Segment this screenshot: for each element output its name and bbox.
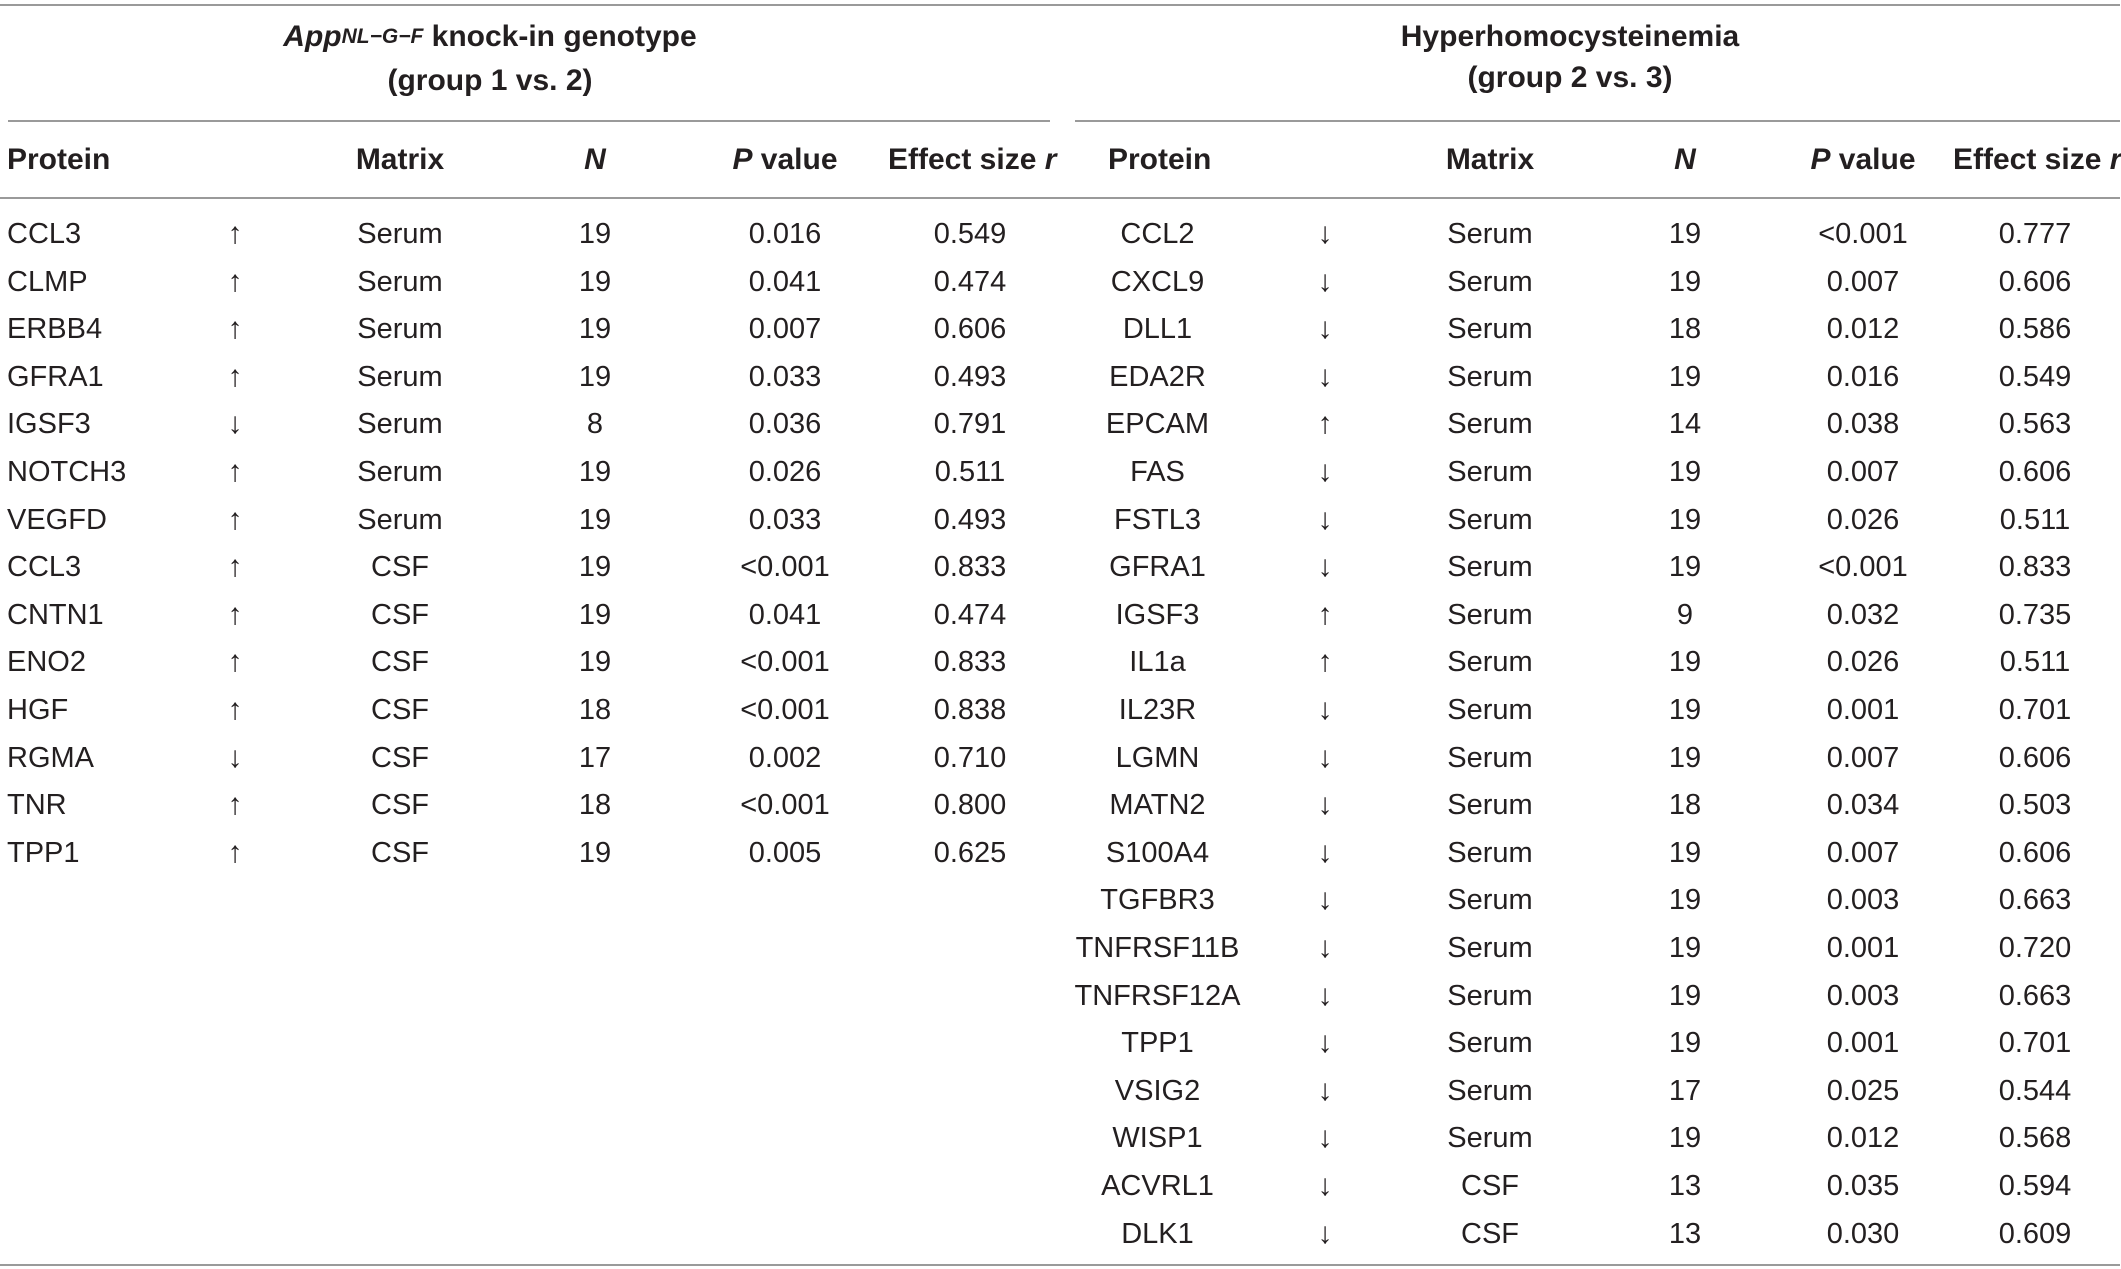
up-arrow-icon: ↑ [227,264,243,298]
up-arrow-icon: ↑ [227,788,243,822]
protein-cell: ERBB4 [7,313,103,346]
n-cell: 19 [578,836,612,869]
left-col-p: P value [732,143,838,176]
matrix-cell: Serum [1447,313,1533,346]
n-cell: 18 [578,789,612,822]
right-col-matrix: Matrix [1445,143,1535,176]
protein-cell: NOTCH3 [7,456,127,488]
protein-cell: WISP1 [1112,1122,1203,1155]
effect-size-cell: 0.563 [1998,408,2072,441]
p-value-cell: 0.032 [1826,598,1900,631]
p-value-cell: 0.026 [1826,503,1900,536]
matrix-cell: Serum [357,503,443,536]
p-value-cell: 0.038 [1826,408,1900,441]
effect-size-cell: 0.791 [933,408,1007,441]
protein-cell: FSTL3 [1113,503,1202,536]
effect-size-cell: 0.701 [1998,694,2072,726]
right-col-p: P value [1810,143,1916,176]
down-arrow-icon: ↓ [1317,550,1333,584]
effect-size-cell: 0.710 [933,741,1007,774]
protein-cell: TGFBR3 [1100,884,1215,917]
matrix-cell: Serum [1447,979,1533,1012]
effect-size-cell: 0.568 [1998,1122,2072,1155]
matrix-cell: Serum [1447,694,1533,726]
p-value-cell: 0.007 [1826,456,1900,488]
right-group-header [1320,16,1820,98]
p-value-cell: 0.041 [748,598,822,631]
effect-size-cell: 0.606 [933,313,1007,346]
matrix-cell: CSF [371,836,429,869]
matrix-cell: Serum [1447,932,1533,964]
p-value-cell: 0.016 [1826,360,1900,393]
effect-size-cell: 0.625 [933,836,1007,869]
n-cell: 18 [578,694,612,726]
protein-cell: S100A4 [1105,836,1210,869]
left-col-matrix: Matrix [355,143,445,176]
matrix-cell: CSF [1461,1217,1519,1250]
up-arrow-icon: ↑ [1317,645,1333,679]
matrix-cell: Serum [357,360,443,393]
p-value-cell: 0.007 [748,313,822,346]
protein-cell: HGF [7,694,69,726]
n-cell: 19 [578,265,612,298]
up-arrow-icon: ↑ [227,835,243,869]
matrix-cell: Serum [1447,836,1533,869]
matrix-cell: Serum [1447,551,1533,584]
n-cell: 19 [578,646,612,679]
protein-cell: TNFRSF12A [1074,979,1241,1012]
n-cell: 19 [1668,551,1702,584]
right-col-n: N [1674,143,1696,176]
protein-cell: VSIG2 [1114,1074,1201,1107]
effect-size-cell: 0.606 [1998,265,2072,298]
effect-size-cell: 0.663 [1998,884,2072,917]
effect-size-cell: 0.549 [1998,360,2072,393]
protein-cell: IGSF3 [7,408,91,441]
matrix-cell: Serum [1447,456,1533,488]
up-arrow-icon: ↑ [227,502,243,536]
p-value-cell: 0.016 [748,218,822,250]
protein-cell: EDA2R [1109,360,1206,393]
down-arrow-icon: ↓ [1317,502,1333,536]
protein-cell: IGSF3 [1115,598,1200,631]
n-cell: 19 [1668,218,1702,250]
n-cell: 17 [1668,1074,1702,1107]
effect-size-cell: 0.777 [1998,218,2072,250]
down-arrow-icon: ↓ [1317,740,1333,774]
p-value-cell: 0.005 [748,836,822,869]
protein-cell: RGMA [7,741,94,774]
effect-size-cell: 0.606 [1998,456,2072,488]
n-cell: 19 [1668,1122,1702,1155]
p-value-cell: <0.001 [740,789,830,822]
p-value-cell: <0.001 [1818,218,1908,250]
effect-size-cell: 0.549 [933,218,1007,250]
matrix-cell: Serum [1447,741,1533,774]
left-col-n: N [584,143,606,176]
n-cell: 18 [1668,789,1702,822]
n-cell: 19 [578,503,612,536]
n-cell: 19 [578,218,612,250]
protein-cell: TPP1 [1121,1027,1194,1060]
down-arrow-icon: ↓ [1317,1073,1333,1107]
matrix-cell: CSF [371,598,429,631]
n-cell: 18 [1668,313,1702,346]
matrix-cell: Serum [1447,1027,1533,1060]
n-cell: 19 [1668,646,1702,679]
down-arrow-icon: ↓ [227,740,243,774]
n-cell: 19 [1668,456,1702,488]
protein-cell: MATN2 [1109,789,1206,822]
protein-cell: CCL2 [1120,218,1195,250]
effect-size-cell: 0.511 [934,456,1006,488]
effect-size-cell: 0.701 [1998,1027,2072,1060]
n-cell: 13 [1668,1170,1702,1202]
effect-size-cell: 0.720 [1998,932,2072,964]
down-arrow-icon: ↓ [1317,1121,1333,1155]
protein-cell: TPP1 [7,836,80,869]
n-cell: 14 [1668,408,1702,441]
up-arrow-icon: ↑ [227,597,243,631]
protein-cell: CNTN1 [7,598,104,631]
p-value-cell: 0.007 [1826,265,1900,298]
n-cell: 19 [578,456,612,488]
header-rule [0,197,2120,199]
p-value-cell: 0.041 [748,265,822,298]
up-arrow-icon: ↑ [1317,597,1333,631]
protein-cell: LGMN [1115,741,1200,774]
right-col-effect: Effect size r [1953,143,2121,176]
p-value-cell: 0.007 [1826,836,1900,869]
protein-cell: VEGFD [7,503,107,536]
effect-size-cell: 0.833 [1998,551,2072,584]
n-cell: 19 [1668,503,1702,536]
matrix-cell: CSF [371,646,429,679]
effect-size-cell: 0.511 [1999,503,2071,536]
effect-size-cell: 0.474 [933,265,1007,298]
right-group-subtitle: (group 2 vs. 3) [1467,61,1673,94]
effect-size-cell: 0.503 [1998,789,2072,822]
down-arrow-icon: ↓ [1317,312,1333,346]
up-arrow-icon: ↑ [227,693,243,726]
p-value-cell: 0.001 [1826,694,1900,726]
n-cell: 17 [578,741,612,774]
p-value-cell: 0.003 [1826,979,1900,1012]
down-arrow-icon: ↓ [1317,931,1333,964]
down-arrow-icon: ↓ [1317,978,1333,1012]
matrix-cell: Serum [357,456,443,488]
down-arrow-icon: ↓ [1317,264,1333,298]
effect-size-cell: 0.493 [933,360,1007,393]
down-arrow-icon: ↓ [1317,1169,1333,1202]
n-cell: 19 [1668,884,1702,917]
n-cell: 19 [578,551,612,584]
p-value-cell: 0.001 [1826,932,1900,964]
n-cell: 19 [1668,1027,1702,1060]
effect-size-cell: 0.833 [933,551,1007,584]
effect-size-cell: 0.838 [933,694,1007,726]
n-cell: 19 [1668,265,1702,298]
matrix-cell: Serum [1447,408,1533,441]
left-group-subtitle: (group 1 vs. 2) [387,64,593,97]
p-value-cell: 0.002 [748,741,822,774]
down-arrow-icon: ↓ [1317,1216,1333,1250]
matrix-cell: Serum [1447,1122,1533,1155]
right-group-rule [1075,120,2120,122]
effect-size-cell: 0.663 [1998,979,2072,1012]
protein-cell: IL23R [1118,694,1197,726]
protein-cell: FAS [1130,456,1185,488]
right-col-protein: Protein [1108,143,1212,176]
protein-cell: DLL1 [1122,313,1193,346]
n-cell: 9 [1676,598,1694,631]
n-cell: 13 [1668,1217,1702,1250]
effect-size-cell: 0.800 [933,789,1007,822]
p-value-cell: 0.012 [1826,313,1900,346]
protein-cell: DLK1 [1121,1217,1194,1250]
matrix-cell: Serum [1447,1074,1533,1107]
matrix-cell: Serum [1447,360,1533,393]
left-col-effect: Effect size r [888,143,1057,176]
effect-size-cell: 0.606 [1998,741,2072,774]
right-group-title: Hyperhomocysteinemia [1400,20,1740,53]
p-value-cell: 0.034 [1826,789,1900,822]
p-value-cell: 0.033 [748,503,822,536]
effect-size-cell: 0.609 [1998,1217,2072,1250]
p-value-cell: 0.026 [748,456,822,488]
n-cell: 19 [1668,836,1702,869]
matrix-cell: Serum [357,408,443,441]
down-arrow-icon: ↓ [1317,359,1333,393]
effect-size-cell: 0.474 [933,598,1007,631]
down-arrow-icon: ↓ [1317,1026,1333,1060]
up-arrow-icon: ↑ [227,312,243,346]
down-arrow-icon: ↓ [1317,693,1333,726]
protein-cell: GFRA1 [1109,551,1206,584]
matrix-cell: CSF [371,551,429,584]
effect-size-cell: 0.833 [933,646,1007,679]
protein-cell: CLMP [7,265,88,298]
effect-size-cell: 0.511 [1999,646,2071,679]
table-top-rule [0,4,2120,6]
matrix-cell: Serum [357,265,443,298]
n-cell: 19 [1668,741,1702,774]
n-cell: 19 [578,598,612,631]
n-cell: 19 [1668,694,1702,726]
matrix-cell: CSF [371,694,429,726]
protein-cell: CXCL9 [1110,265,1205,298]
effect-size-cell: 0.586 [1998,313,2072,346]
n-cell: 19 [1668,360,1702,393]
protein-cell: TNR [7,789,67,822]
p-value-cell: <0.001 [740,551,830,584]
protein-cell: ENO2 [7,646,86,679]
effect-size-cell: 0.493 [933,503,1007,536]
protein-cell: TNFRSF11B [1075,932,1240,964]
matrix-cell: Serum [1447,646,1533,679]
left-group-title: App$^{NL-G-F}$ knock-in genotype [283,20,697,53]
p-value-cell: 0.026 [1826,646,1900,679]
p-value-cell: 0.012 [1826,1122,1900,1155]
left-col-protein: Protein [7,143,111,176]
matrix-cell: Serum [1447,789,1533,822]
n-cell: 8 [586,408,604,441]
up-arrow-icon: ↑ [227,217,243,250]
p-value-cell: 0.033 [748,360,822,393]
p-value-cell: 0.007 [1826,741,1900,774]
matrix-cell: CSF [1461,1170,1519,1202]
matrix-cell: Serum [1447,503,1533,536]
effect-size-cell: 0.544 [1998,1074,2072,1107]
p-value-cell: <0.001 [1818,551,1908,584]
down-arrow-icon: ↓ [1317,455,1333,488]
n-cell: 19 [1668,979,1702,1012]
protein-cell: IL1a [1129,646,1186,679]
p-value-cell: 0.030 [1826,1217,1900,1250]
protein-cell: ACVRL1 [1101,1170,1214,1202]
p-value-cell: <0.001 [740,646,830,679]
matrix-cell: CSF [371,741,429,774]
down-arrow-icon: ↓ [227,407,243,441]
p-value-cell: 0.036 [748,408,822,441]
up-arrow-icon: ↑ [227,645,243,679]
down-arrow-icon: ↓ [1317,883,1333,917]
down-arrow-icon: ↓ [1317,217,1333,250]
matrix-cell: Serum [1447,884,1533,917]
p-value-cell: <0.001 [740,694,830,726]
n-cell: 19 [578,313,612,346]
matrix-cell: Serum [1447,265,1533,298]
up-arrow-icon: ↑ [227,550,243,584]
protein-cell: CCL3 [7,551,82,584]
p-value-cell: 0.035 [1826,1170,1900,1202]
matrix-cell: Serum [357,313,443,346]
up-arrow-icon: ↑ [227,455,243,488]
table-bottom-rule [0,1264,2120,1266]
matrix-cell: Serum [1447,598,1533,631]
p-value-cell: 0.025 [1826,1074,1900,1107]
p-value-cell: 0.003 [1826,884,1900,917]
matrix-cell: Serum [1447,218,1533,250]
matrix-cell: CSF [371,789,429,822]
effect-size-cell: 0.594 [1998,1170,2072,1202]
left-group-rule [8,120,1050,122]
n-cell: 19 [1668,932,1702,964]
protein-cell: CCL3 [7,218,82,250]
effect-size-cell: 0.606 [1998,836,2072,869]
down-arrow-icon: ↓ [1317,788,1333,822]
down-arrow-icon: ↓ [1317,835,1333,869]
matrix-cell: Serum [357,218,443,250]
protein-cell: EPCAM [1105,408,1210,441]
effect-size-cell: 0.735 [1998,598,2072,631]
up-arrow-icon: ↑ [227,359,243,393]
left-group-header [240,16,740,101]
p-value-cell: 0.001 [1826,1027,1900,1060]
up-arrow-icon: ↑ [1317,407,1333,441]
protein-cell: GFRA1 [7,360,104,393]
n-cell: 19 [578,360,612,393]
